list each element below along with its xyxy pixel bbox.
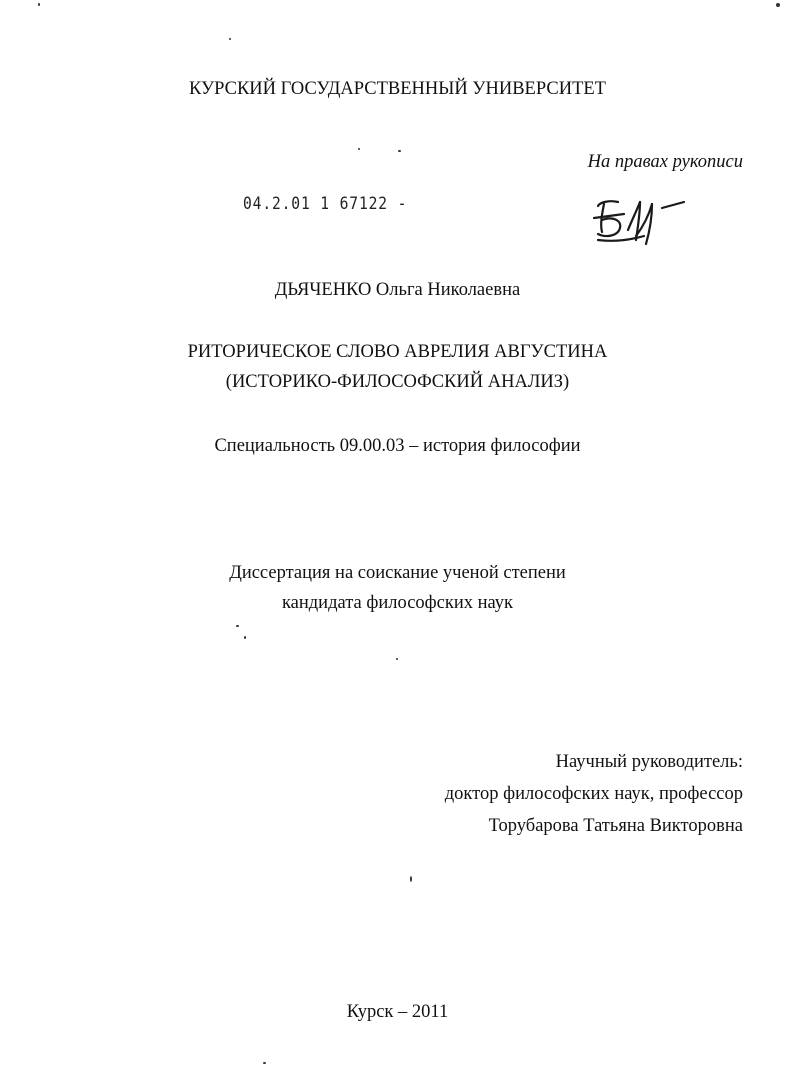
dissertation-title-line-2: (ИСТОРИКО-ФИЛОСОФСКИЙ АНАЛИЗ) xyxy=(225,372,570,392)
handwritten-signature xyxy=(588,190,692,250)
archive-number: 04.2.01 1 67122 - xyxy=(243,194,408,214)
specialty-line: Специальность 09.00.03 – история философии xyxy=(214,436,581,456)
scan-speck xyxy=(38,3,40,6)
supervisor-name: Торубарова Татьяна Викторовна xyxy=(488,816,743,836)
scan-speck xyxy=(396,658,398,660)
scan-speck xyxy=(358,148,360,150)
scan-speck xyxy=(244,636,246,639)
place-and-year: Курск – 2011 xyxy=(346,1002,449,1022)
scan-speck xyxy=(263,1062,266,1064)
author-name: ДЬЯЧЕНКО Ольга Николаевна xyxy=(274,280,521,300)
degree-line-2: кандидата философских наук xyxy=(281,593,514,613)
supervisor-label: Научный руководитель: xyxy=(555,752,743,772)
university-name: КУРСКИЙ ГОСУДАРСТВЕННЫЙ УНИВЕРСИТЕТ xyxy=(189,79,606,99)
scan-speck xyxy=(236,625,239,627)
dissertation-title-line-1: РИТОРИЧЕСКОЕ СЛОВО АВРЕЛИЯ АВГУСТИНА xyxy=(187,342,608,362)
supervisor-title: доктор философских наук, профессор xyxy=(444,784,743,804)
scan-speck xyxy=(229,38,231,40)
manuscript-note: На правах рукописи xyxy=(587,152,743,172)
scan-speck xyxy=(410,876,412,882)
scan-speck xyxy=(398,150,401,152)
degree-line-1: Диссертация на соискание ученой степени xyxy=(229,563,566,583)
scan-speck xyxy=(776,3,780,7)
